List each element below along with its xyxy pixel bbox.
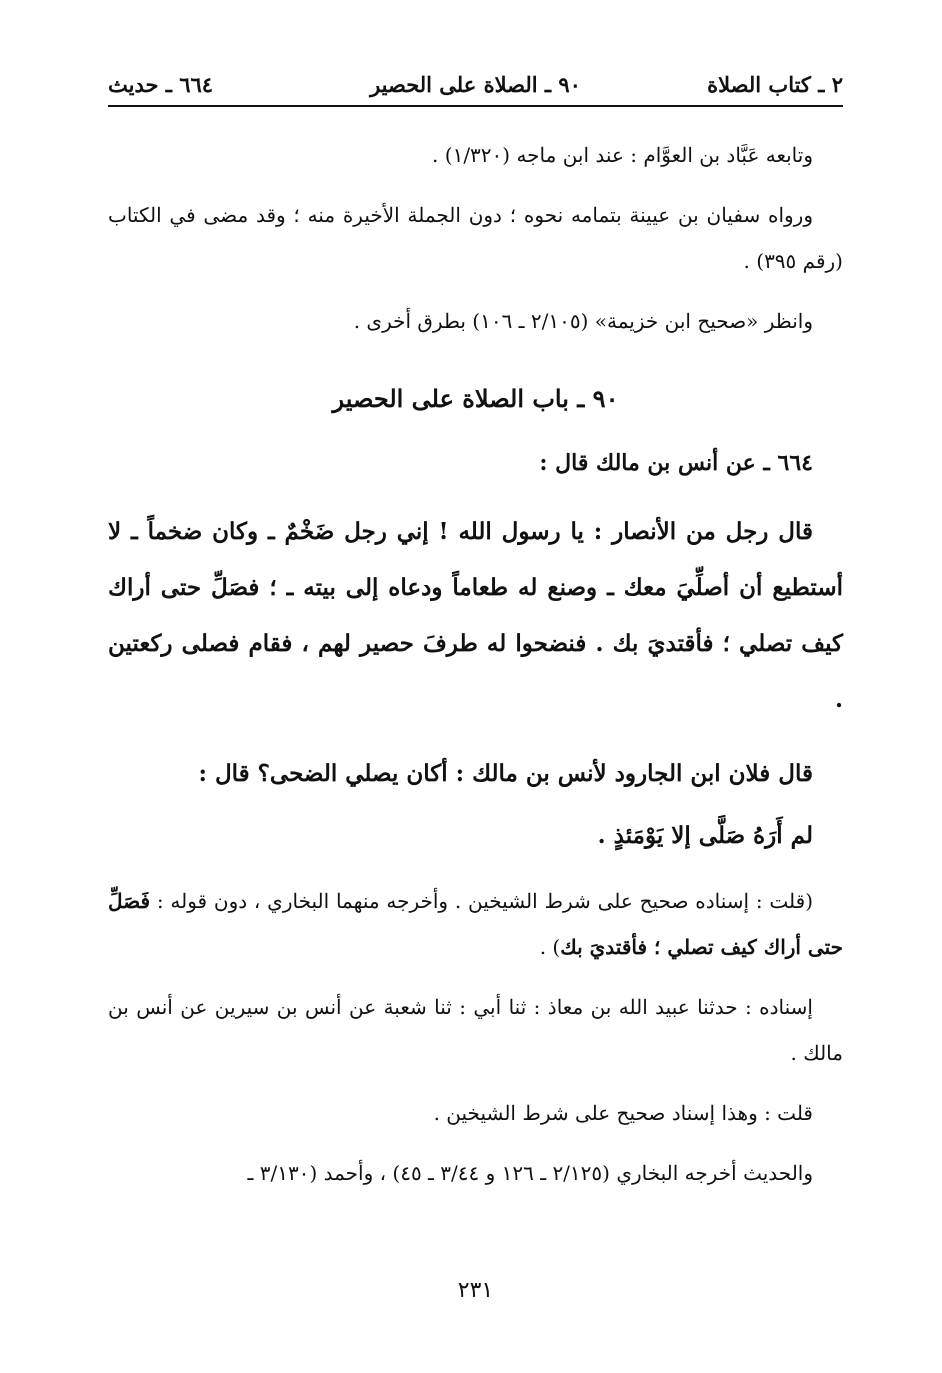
- running-header: [108, 60, 843, 100]
- comment-open: (قلت : إسناده صحيح على شرط الشيخين . وأخرجه منهما البخاري ، دون قوله :: [150, 889, 813, 913]
- comment-quote: فَصَلِّ حتى أراك كيف تصلي ؛ فأقتديَ بك: [108, 889, 843, 959]
- page-body: [108, 132, 843, 1196]
- page-number: ٢٣١: [457, 1278, 494, 1303]
- chapter-heading: ٩٠ ـ باب الصلاة على الحصير: [332, 384, 619, 413]
- hadith-text: قال رجل من الأنصار : يا رسول الله ! إني رجل ضَخْمٌ ـ وكان ضخماً ـ لا أستطيع أن أصلِّيَ معك ـ وصنع له طعاماً ودعاه إلى بيته ـ ؛ فصَلِّ حتى أراك كيف تصلي ؛ فأقتديَ بك . فنضحوا له طرفَ حصير لهم ، فقام فصلى ركعتين .: [108, 518, 843, 713]
- header-rule: [108, 105, 843, 107]
- hadith-answer: لم أَرَهُ صَلَّى إلا يَوْمَئذٍ .: [597, 822, 813, 849]
- header-hadith-number: ٦٦٤ ـ حديث: [108, 72, 214, 97]
- hadith-question: قال فلان ابن الجارود لأنس بن مالك : أكان يصلي الضحى؟ قال :: [198, 760, 813, 787]
- preface-paragraph-2: ورواه سفيان بن عيينة بتمامه نحوه ؛ دون الجملة الأخيرة منه ؛ وقد مضى في الكتاب (رقم ٣٩٥) .: [108, 203, 843, 273]
- isnad-paragraph: إسناده : حدثنا عبيد الله بن معاذ : ثنا أبي : ثنا شعبة عن أنس بن سيرين عن أنس بن مالك .: [108, 995, 843, 1065]
- takhrij-paragraph: والحديث أخرجه البخاري (٢/١٢٥ ـ ١٢٦ و ٣/٤٤ ـ ٤٥) ، وأحمد (٣/١٣٠ ـ: [247, 1161, 813, 1185]
- preface-paragraph-3: وانظر «صحيح ابن خزيمة» (٢/١٠٥ ـ ١٠٦) بطرق أخرى .: [353, 309, 813, 333]
- book-page: [108, 60, 843, 1320]
- hadith-number-line: ٦٦٤ ـ عن أنس بن مالك قال :: [539, 450, 813, 476]
- preface-paragraph-1: وتابعه عَبَّاد بن العوَّام : عند ابن ماجه (١/٣٢٠) .: [432, 143, 813, 167]
- comment-close: ) .: [539, 935, 561, 959]
- header-book-title: ٢ ـ كتاب الصلاة: [707, 72, 843, 97]
- author-comment: [108, 878, 843, 970]
- qult-paragraph: قلت : وهذا إسناد صحيح على شرط الشيخين .: [433, 1101, 813, 1125]
- header-chapter-title: ٩٠ ـ الصلاة على الحصير: [370, 72, 581, 97]
